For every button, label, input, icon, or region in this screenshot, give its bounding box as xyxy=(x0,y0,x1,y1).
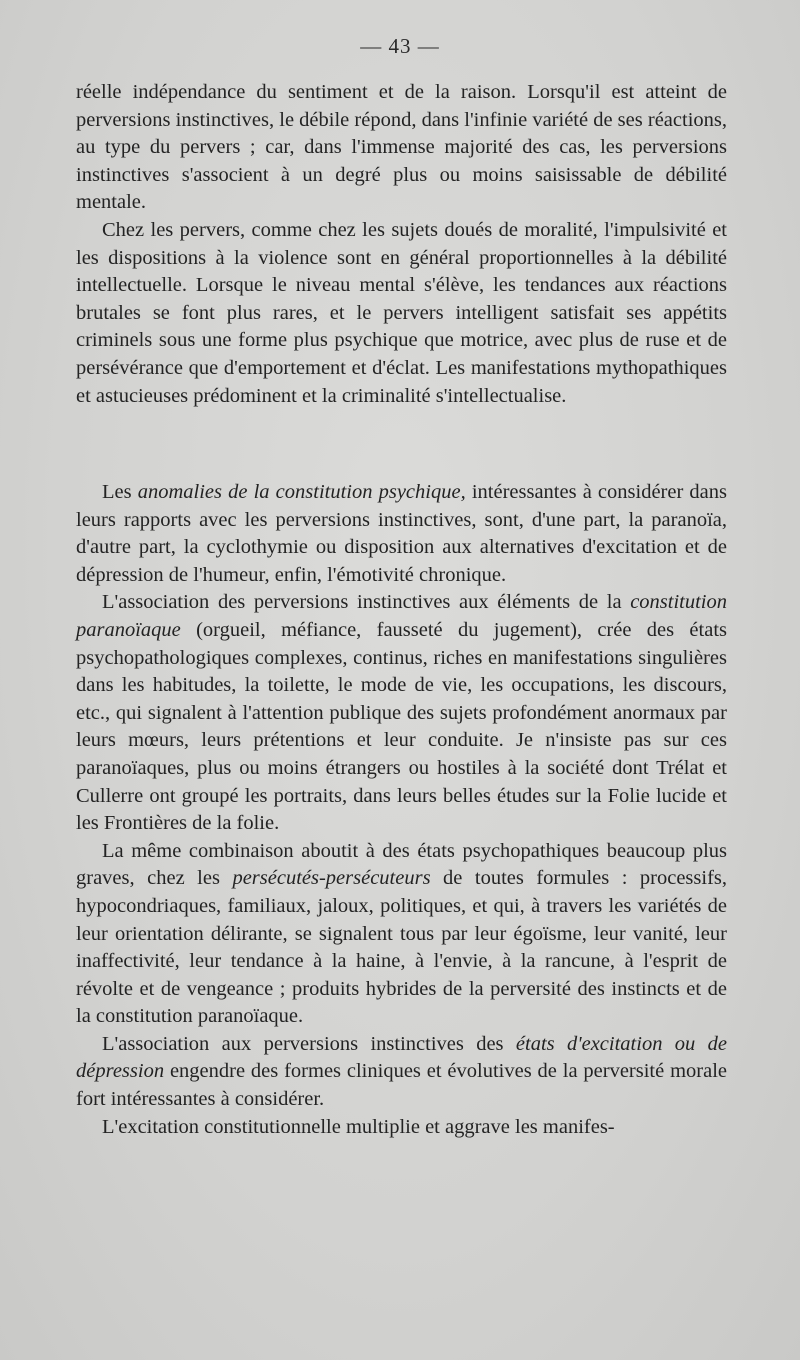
paragraph-7 xyxy=(76,1114,727,1142)
text-block-bottom xyxy=(76,479,727,1141)
page-number: — 43 — xyxy=(360,34,440,58)
text-segment: engendre des formes cliniques et évolutives de la perversité morale fort intéressantes à considérer. xyxy=(76,1060,727,1111)
text-segment: Chez les pervers, comme chez les sujets doués de moralité, l'impulsivité et les dispositions à la violence sont en général proportionnelles à la débilité intellectuelle. Lorsque le niveau mental s'élève, les tendances aux réactions brutales se font plus rares, et le pervers intelligent satisfait ses appétits criminels sous une forme plus psychique que motrice, avec plus de ruse et de persévérance que d'emportement et d'éclat. Les manifestations mythopathiques et astucieuses prédominent et la criminalité s'intellectualise. xyxy=(76,218,727,407)
text-segment: de toutes formules : processifs, hypocondriaques, familiaux, jaloux, politiques, et qui, à travers les variétés de leur orientation délirante, se signalent tous par leur égoïsme, leur vanité, leur inaffectivité, leur tendance à la haine, à l'envie, à la rancune, à l'esprit de révolte et de vengeance ; produits hybrides de la perversité des instincts et de la constitution paranoïaque. xyxy=(76,867,727,1028)
text-block-top xyxy=(76,79,727,410)
italic-segment: anomalies de la constitution psychique, xyxy=(137,481,466,503)
italic-segment: persécutés-persécuteurs xyxy=(232,867,431,890)
text-segment: intéressantes à considérer dans leurs rapports avec les perversions instinctives, sont, d'une part, la paranoïa, d'autre part, la cyclothymie ou disposition aux alternatives d'excitation et de dépression de l'humeur, enfin, l'émotivité chronique. xyxy=(76,481,727,586)
paragraph-3 xyxy=(76,479,727,589)
paragraph-1 xyxy=(76,79,727,217)
paragraph-2 xyxy=(76,217,727,410)
text-segment: La même combinaison aboutit à des états psychopathiques beaucoup plus graves, chez les xyxy=(76,839,727,890)
text-segment: (orgueil, méfiance, fausseté du jugement), crée des états psychopathologiques complexes, continus, riches en manifestations singulières dans les habitudes, la toilette, le mode de vie, les occupations, les discours, etc., qui signalent à l'attention publique des sujets profondément anormaux par leurs mœurs, leurs prétentions et leur conduite. Je n'insiste pas sur ces paranoïaques, plus ou moins étrangers ou hostiles à la société dont Trélat et Cullerre ont groupé les portraits, dans leurs belles études sur la Folie lucide et les Frontières de la folie. xyxy=(76,618,727,835)
text-segment: réelle indépendance du sentiment et de la raison. Lorsqu'il est atteint de perversions instinctives, le débile répond, dans l'infinie variété de ses réactions, au type du pervers ; car, dans l'immense majorité des cas, les perversions instinctives s'associent à un degré plus ou moins saisissable de débilité mentale. xyxy=(76,81,727,214)
paragraph-6 xyxy=(76,1031,727,1114)
text-segment: L'association aux perversions instinctives des xyxy=(102,1032,516,1055)
paragraph-5 xyxy=(76,838,727,1031)
italic-segment: constitution paranoïaque xyxy=(76,591,727,641)
paragraph-4 xyxy=(76,589,727,837)
text-segment: L'excitation constitutionnelle multiplie et aggrave les manifes- xyxy=(102,1115,615,1138)
text-segment: Les xyxy=(102,481,138,503)
text-segment: L'association des perversions instinctives aux éléments de la xyxy=(102,591,631,614)
italic-segment: états d'excitation ou de dépression xyxy=(76,1032,728,1083)
